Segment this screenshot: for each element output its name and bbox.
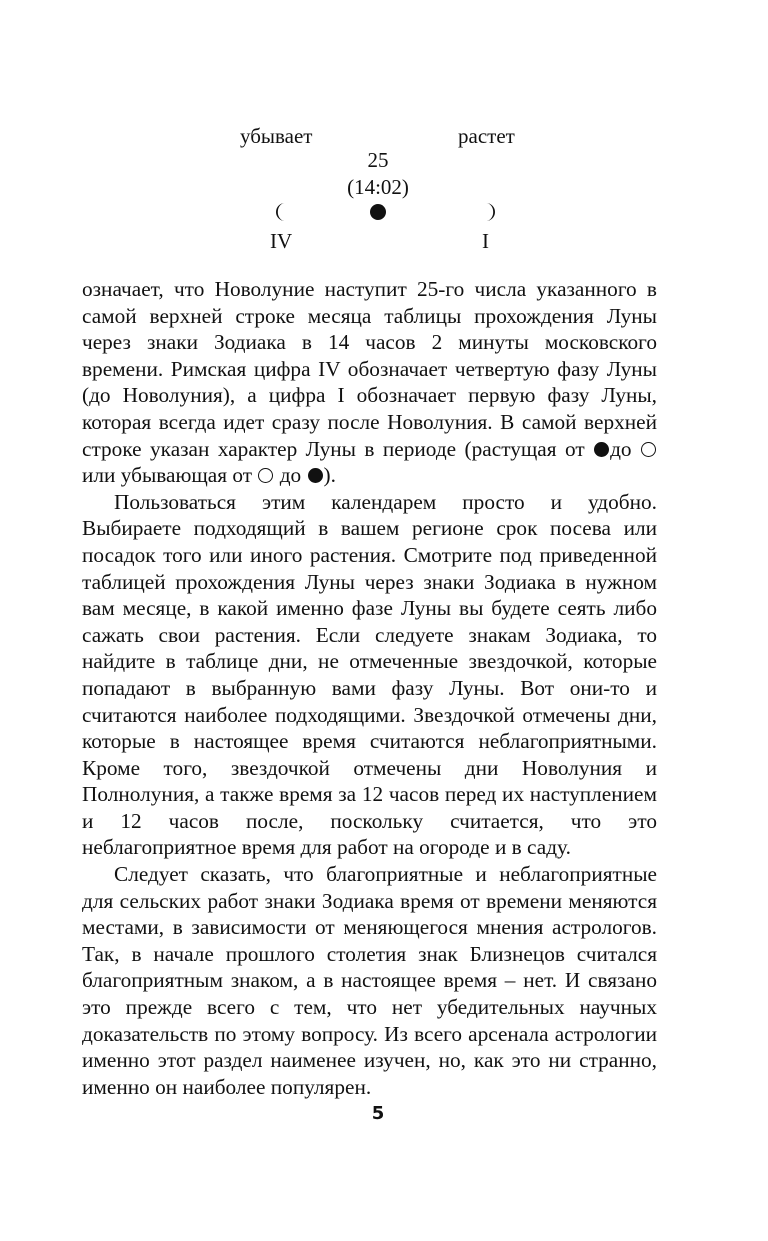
new-moon-date: 25: [367, 148, 389, 172]
waxing-crescent-icon: [481, 202, 499, 222]
roman-four-label: IV: [270, 229, 293, 253]
page-number: 5: [371, 1103, 385, 1124]
moon-phase-diagram: [0, 0, 768, 260]
paragraph-3: Следует сказать, что благоприятные и неблагоприятные для сельских работ знаки Зодиака время от времени меняются местами, в зависимости от меняющегося мнения астрологов. Так, в начале прошлого столетия знак Близнецов считался благоприятным знаком, а в настоящее время – нет. И связано это прежде всего с тем, что нет убедительных научных доказательств по этому вопросу. Из всего арсенала астрологии именно этот раздел наименее изучен, но, как это ни странно, именно он наиболее популярен.: [82, 862, 657, 1099]
empty-circle-icon: [641, 442, 656, 457]
waning-label: убывает: [240, 124, 313, 148]
paragraph-2: Пользоваться этим календарем просто и удобно. Выбираете подходящий в вашем регионе срок посева или посадок того или иного растения. Смотрите под приведенной таблицей прохождения Луны через знаки Зодиака в нужном вам месяце, в какой именно фазе Луны вы будете сеять либо сажать свои растения. Если следуете знакам Зодиака, то найдите в таблице дни, не отмеченные звездочкой, которые попадают в выбранную вами фазу Луны. Вот они-то и считаются наиболее подходящими. Звездочкой отмечены дни, которые в настоящее время считаются неблагоприятными. Кроме того, звездочкой отмечены дни Новолуния и Полнолуния, а также время за 12 часов перед их наступлением и 12 часов после, поскольку считается, что это неблагоприятное время для работ на огороде и в саду.: [82, 489, 657, 860]
new-moon-icon: [369, 203, 387, 221]
full-circle-icon: [594, 442, 609, 457]
roman-one-label: I: [482, 229, 489, 253]
paragraph-1: означает, что Новолуние наступит 25-го числа указанного в самой верхней строке месяца таблицы прохождения Луны через знаки Зодиака в 14 часов 2 минуты московского времени. Римская цифра IV обозначает четвертую фазу Луны (до Новолуния), а цифра I обозначает первую фазу Луны, которая всегда идет сразу после Новолуния. В самой верхней строке указан характер Луны в периоде (растущая от до или убывающая от до ).: [82, 277, 657, 488]
new-moon-time: (14:02): [347, 175, 409, 199]
waning-crescent-icon: [272, 202, 290, 222]
waxing-label: растет: [458, 124, 515, 148]
body-text: [82, 276, 657, 1100]
full-circle-icon: [308, 468, 323, 483]
empty-circle-icon: [258, 468, 273, 483]
